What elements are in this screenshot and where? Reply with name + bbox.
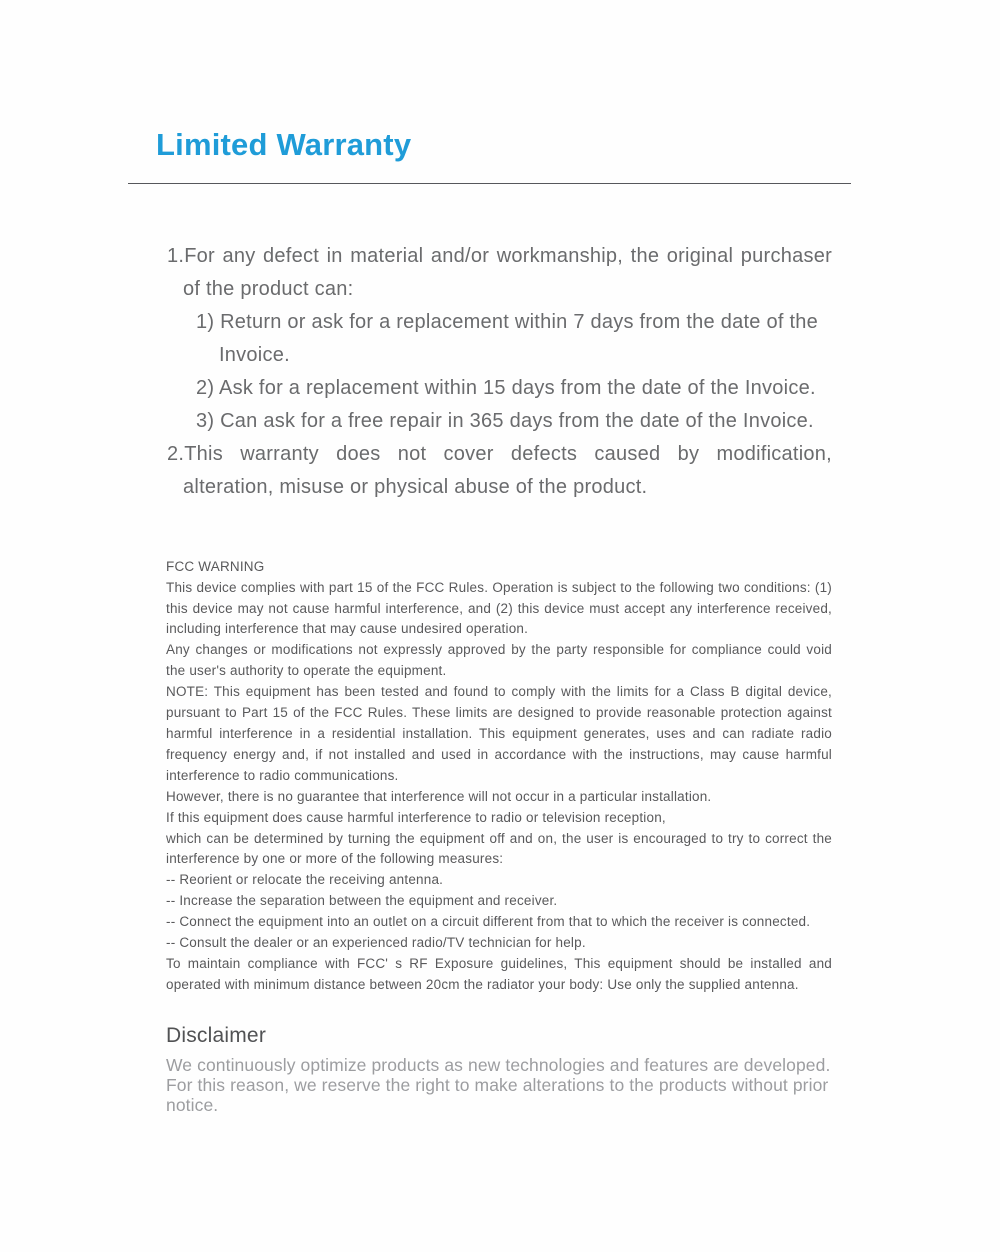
warranty-subitem-2: 2) Ask for a replacement within 15 days from the date of the Invoice. [196, 376, 816, 399]
fcc-warning-section [166, 557, 832, 996]
fcc-paragraph: Any changes or modifications not expressly approved by the party responsible for compliance could void the user's authority to operate the equipment. [166, 642, 832, 679]
fcc-measure-item: -- Increase the separation between the equipment and receiver. [166, 893, 558, 909]
page-title: Limited Warranty [156, 127, 412, 162]
fcc-paragraph: To maintain compliance with FCC' s RF Exposure guidelines, This equipment should be installed and operated with minimum distance between 20cm the radiator your body: Use only the supplied antenna. [166, 955, 832, 992]
title-divider [128, 183, 851, 184]
fcc-paragraph: However, there is no guarantee that interference will not occur in a particular installation. [166, 788, 712, 804]
warranty-item-2-number: 2. [167, 442, 185, 465]
fcc-measure-item: -- Consult the dealer or an experienced radio/TV technician for help. [166, 935, 586, 951]
fcc-paragraph: If this equipment does cause harmful interference to radio or television reception, [166, 809, 666, 825]
disclaimer-section [166, 1022, 832, 1115]
warranty-list [167, 240, 832, 504]
warranty-item-1 [167, 240, 832, 306]
fcc-measure-item: -- Reorient or relocate the receiving antenna. [166, 872, 444, 888]
fcc-paragraph: This device complies with part 15 of the FCC Rules. Operation is subject to the following two conditions: (1) this device may not cause harmful interference, and (2) this device must accept any interference received, including interference that may cause undesired operation. [166, 579, 832, 637]
fcc-measure-item: -- Connect the equipment into an outlet on a circuit different from that to which the receiver is connected. [166, 914, 811, 930]
warranty-item-2 [167, 438, 832, 504]
fcc-warning-heading: FCC WARNING [166, 558, 265, 574]
disclaimer-body: We continuously optimize products as new technologies and features are developed. For this reason, we reserve the right to make alterations to the products without prior notice. [166, 1054, 831, 1115]
warranty-item-1-number: 1. [167, 244, 185, 267]
disclaimer-heading: Disclaimer [166, 1023, 267, 1047]
warranty-subitem-1: 1) Return or ask for a replacement within 7 days from the date of the Invoice. [196, 310, 818, 366]
warranty-item-1-text: For any defect in material and/or workmanship, the original purchaser of the product can: [183, 244, 832, 300]
warranty-item-2-text: This warranty does not cover defects caused by modification, alteration, misuse or physical abuse of the product. [183, 442, 832, 498]
warranty-subitem-3: 3) Can ask for a free repair in 365 days from the date of the Invoice. [196, 409, 814, 432]
fcc-paragraph: NOTE: This equipment has been tested and found to comply with the limits for a Class B digital device, pursuant to Part 15 of the FCC Rules. These limits are designed to provide reasonable protection against harmful interference in a residential installation. This equipment generates, uses and can radiate radio frequency energy and, if not installed and used in accordance with the instructions, may cause harmful interference to radio communications. [166, 684, 832, 783]
fcc-paragraph: which can be determined by turning the equipment off and on, the user is encouraged to try to correct the interference by one or more of the following measures: [166, 830, 832, 867]
